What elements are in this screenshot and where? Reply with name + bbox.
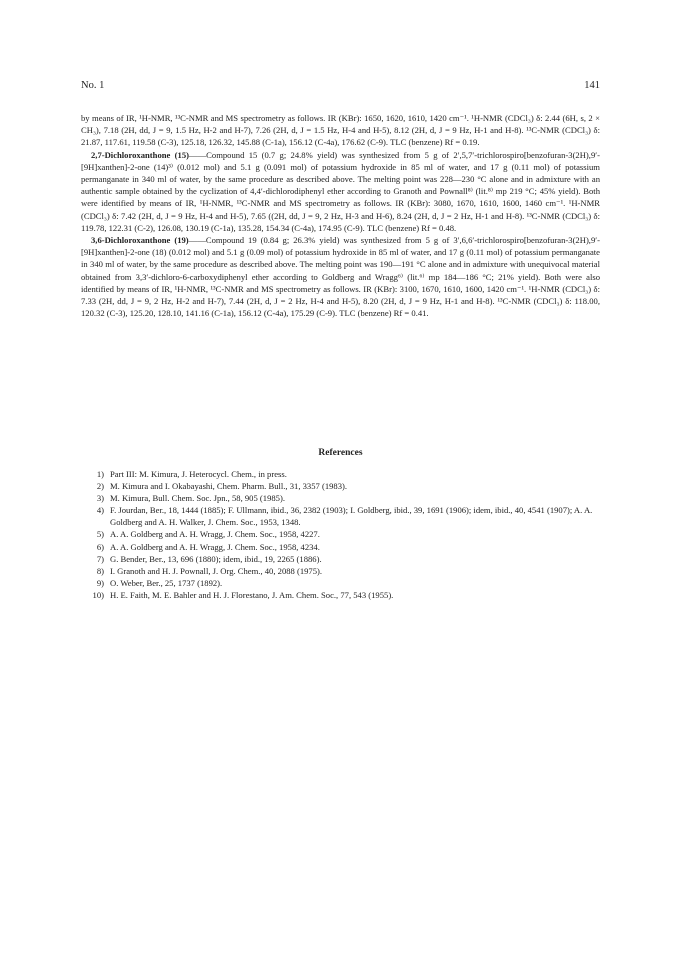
reference-text: O. Weber, Ber., 25, 1737 (1892). [110, 577, 223, 588]
reference-text: H. E. Faith, M. E. Bahler and H. J. Florestano, J. Am. Chem. Soc., 77, 543 (1955). [110, 589, 394, 600]
reference-number: 1) [96, 469, 104, 479]
paragraph-dichloroxanthone-15 [81, 149, 600, 234]
paragraph-text: ——Compound 19 (0.84 g; 26.3% yield) was synthesized from 5 g of 3′,6,6′-trichlorospiro[benzofuran-3(2H),9′-[9H]xanthen]-2-one (18) (0.012 mol) and 5.1 g (0.09 mol) of potassium hydroxide in 85 ml of water, and 17 g (0.11 mol) of potassium permanganate in 340 ml of water, by the same procedure as described above. The melting point was 190—191 °C alone and in admixture with unequivocal material obtained from 3,3′-dichloro-6-carboxydiphenyl ether according to Goldberg and Wragg⁶⁾ (lit.⁶⁾ mp 184—186 °C; 21% yield). Both were also identified by means of IR, ¹H-NMR, ¹³C-NMR and MS spectrometry as follows. IR (KBr): 3100, 1670, 1610, 1600, 1420 cm⁻¹. ¹H-NMR (CDCl₃) δ: 7.33 (2H, dd, J = 9, 2 Hz, H-2 and H-7), 7.44 (2H, d, J = 2 Hz, H-4 and H-5), 8.20 (2H, d, J = 9 Hz, H-1 and H-8). ¹³C-NMR (CDCl₃) δ: 118.00, 120.32 (C-3), 125.20, 128.10, 141.16 (C-1a), 156.12 (C-4a), 175.29 (C-9). TLC (benzene) Rf = 0.41. [81, 235, 600, 319]
reference-number: 2) [96, 481, 104, 492]
compound-heading: 3,6-Dichloroxanthone (19) [91, 235, 189, 246]
page-header [81, 80, 600, 92]
reference-number: 10) [92, 589, 104, 600]
reference-item [88, 589, 600, 601]
reference-item [88, 528, 600, 540]
reference-item [88, 492, 600, 504]
reference-number: 7) [96, 553, 104, 564]
reference-item [88, 541, 600, 553]
reference-text: Part III: M. Kimura, J. Heterocycl. Chem., in press. [110, 469, 287, 479]
reference-item [88, 480, 600, 492]
reference-number: 8) [96, 565, 104, 576]
reference-number: 3) [96, 493, 104, 504]
reference-item [88, 565, 600, 577]
reference-text: A. A. Goldberg and A. H. Wragg, J. Chem. Soc., 1958, 4234. [110, 541, 320, 552]
reference-number: 6) [96, 541, 104, 552]
compound-heading: 2,7-Dichloroxanthone (15) [91, 149, 189, 160]
reference-text: M. Kimura and I. Okabayashi, Chem. Pharm. Bull., 31, 3357 (1983). [110, 481, 348, 492]
reference-item [88, 468, 600, 480]
reference-number: 5) [96, 529, 104, 540]
reference-text: I. Granoth and H. J. Pownall, J. Org. Chem., 40, 2088 (1975). [110, 565, 323, 576]
reference-list [88, 468, 600, 601]
reference-item [88, 553, 600, 565]
reference-text: G. Bender, Ber., 13, 696 (1880); idem, ibid., 19, 2265 (1886). [110, 553, 322, 564]
reference-text: A. A. Goldberg and A. H. Wragg, J. Chem. Soc., 1958, 4227. [110, 529, 320, 540]
reference-number: 9) [96, 577, 104, 588]
paragraph-continuation [81, 112, 600, 149]
experimental-section [81, 112, 600, 319]
paragraph-text: ——Compound 15 (0.7 g; 24.8% yield) was synthesized from 5 g of 2′,5,7′-trichlorospiro[benzofuran-3(2H),9′-[9H]xanthen]-2-one (14)³⁾ (0.012 mol) and 5.1 g (0.091 mol) of potassium hydroxide in 85 ml of water, and 17 g (0.11 mol) of potassium permanganate in 340 ml of water, by the same procedure as described above. The melting point was 228—230 °C alone and in admixture with an authentic sample obtained by the cyclization of 4,4′-dichlorodiphenyl ether according to Granoth and Pownall⁸⁾ (lit.⁸⁾ mp 219 °C; 45% yield). Both were identified by means of IR, ¹H-NMR, ¹³C-NMR and MS spectrometry as follows. IR (KBr): 3080, 1670, 1610, 1600, 1460 cm⁻¹. ¹H-NMR (CDCl₃) δ: 7.42 (2H, d, J = 9 Hz, H-4 and H-5), 7.65 ((2H, dd, J = 9, 2 Hz, H-3 and H-6), 8.24 (2H, d, J = 2 Hz, H-1 and H-8). ¹³C-NMR (CDCl₃) δ: 119.78, 122.31 (C-2), 126.08, 130.19 (C-1a), 135.28, 154.34 (C-4a), 174.95 (C-9). TLC (benzene) Rf = 0.48. [81, 149, 600, 233]
issue-number: No. 1 [81, 80, 105, 91]
reference-text: F. Jourdan, Ber., 18, 1444 (1885); F. Ullmann, ibid., 36, 2382 (1903); I. Goldberg, ibid., 39, 1691 (1906); idem, ibid., 40, 4541 (1907); A. A. Goldberg and A. H. Walker, J. Chem. Soc., 1953, 1348. [110, 505, 593, 528]
paragraph-dichloroxanthone-19 [81, 234, 600, 319]
reference-text: M. Kimura, Bull. Chem. Soc. Jpn., 58, 905 (1985). [110, 493, 285, 504]
reference-item [88, 504, 600, 528]
reference-item [88, 577, 600, 589]
reference-number: 4) [96, 505, 104, 516]
page-number: 141 [584, 80, 600, 91]
references-heading: References [318, 448, 363, 458]
paragraph-text: by means of IR, ¹H-NMR, ¹³C-NMR and MS spectrometry as follows. IR (KBr): 1650, 1620, 1610, 1420 cm⁻¹. ¹H-NMR (CDCl₃) δ: 2.44 (6H, s, 2 × CH₃), 7.18 (2H, dd, J = 9, 1.5 Hz, H-2 and H-7), 7.26 (2H, d, J = 1.5 Hz, H-4 and H-5), 8.12 (2H, d, J = 9 Hz, H-1 and H-8). ¹³C-NMR (CDCl₃) δ: 21.87, 117.61, 119.58 (C-3), 125.18, 126.32, 145.88 (C-1a), 156.12 (C-4a), 176.62 (C-9). TLC (benzene) Rf = 0.19. [81, 113, 600, 148]
